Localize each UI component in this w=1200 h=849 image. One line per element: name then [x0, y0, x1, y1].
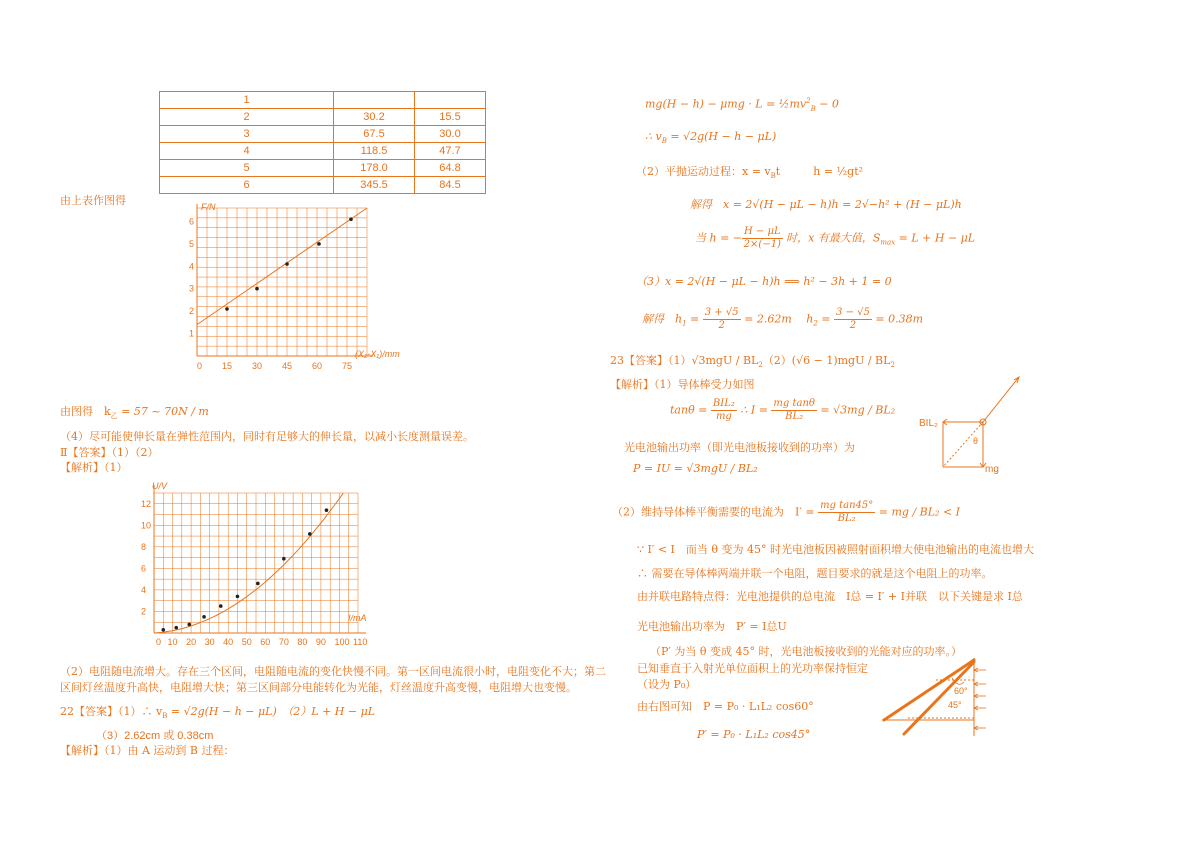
set-p0: （设为 P₀）	[637, 678, 697, 691]
solve-2-num1: 3 + √5	[704, 307, 739, 318]
note-4: （4）尽可能使伸长量在弹性范围内，同时有足够大的伸长量，以减小长度测量误差。	[60, 430, 474, 443]
when-h-tail: 时，x 有最大值，S	[782, 231, 881, 245]
label-theta: θ	[973, 436, 979, 446]
when-h-end: = L + H − μL	[895, 231, 976, 245]
part-2-a: （2）维持导体棒平衡需要的电流为 I′ =	[612, 505, 819, 519]
eq-energy-end: − 0	[815, 97, 839, 111]
table-cell: 64.8	[415, 160, 486, 177]
y-tick-label: 2	[141, 606, 147, 617]
when-h-num: H − μL	[744, 226, 781, 237]
known: 已知垂直于入射光单位面积上的光功率保持恒定	[637, 662, 868, 675]
part-2	[612, 500, 960, 525]
x-tick-label: 60	[312, 361, 323, 371]
q23-answer-a: 23【答案】（1）√3mgU / BL	[610, 354, 759, 367]
x-tick-label: 80	[297, 637, 308, 647]
flat-throw-end: t h = ½gt²	[775, 165, 864, 178]
y-tick-label: 4	[189, 261, 195, 272]
x-tick-label: 30	[204, 637, 215, 647]
data-point	[236, 595, 240, 599]
tan-eq-n2: mg tanθ	[773, 398, 815, 409]
solve-2-a: 解得 h	[642, 312, 683, 326]
data-point	[202, 615, 206, 619]
data-point	[174, 626, 178, 630]
output-power: 光电池输出功率为 P′ = I总U	[637, 620, 787, 633]
y-tick-label: 1	[189, 328, 195, 339]
table-cell: 345.5	[334, 177, 415, 194]
label-mg: mg	[985, 464, 999, 475]
force-diagram	[919, 372, 1030, 477]
eq-vb-sub: B	[661, 137, 667, 146]
y-tick-label: 6	[189, 216, 195, 227]
x-tick-label: 110	[353, 637, 368, 647]
table-cell: 5	[160, 160, 334, 177]
y-axis-label: U/V	[152, 481, 168, 491]
iv-chart	[138, 478, 400, 650]
data-point	[282, 557, 286, 561]
table-cell: 15.5	[415, 109, 486, 126]
data-point	[285, 262, 289, 266]
table-cell: 30.2	[334, 109, 415, 126]
table-cell: 178.0	[334, 160, 415, 177]
part-3: （3）x = 2√(H − μL − h)h ⟹ h² − 3h + 1 = 0	[636, 275, 892, 288]
table-row	[160, 109, 486, 126]
data-point	[161, 628, 165, 632]
label-bil: BIL₂	[919, 418, 938, 429]
solve-2-num2: 3 − √5	[836, 307, 870, 318]
solve-2-sub2: 2	[813, 319, 818, 328]
from-fig: 由右图可知 P = P₀ · L₁L₂ cos60°	[637, 700, 814, 713]
result-k-value: = 57 ~ 70N / m	[117, 405, 209, 418]
flat-throw-main: （2）平抛运动过程：x = v	[636, 165, 771, 178]
x-tick-label: 20	[186, 637, 197, 647]
eq-energy-sup: 2	[806, 97, 811, 105]
y-tick-label: 10	[141, 520, 152, 531]
table-cell: 47.7	[415, 143, 486, 160]
result-k-label: 由图得 k	[60, 405, 111, 418]
q23-answer	[610, 352, 895, 369]
table-cell	[334, 92, 415, 109]
table-row	[160, 92, 486, 109]
x-tick-label: 15	[222, 361, 233, 371]
when-h-sub: max	[880, 238, 896, 247]
x-tick-label: 0	[156, 637, 162, 647]
eq-vb-main: ∴ v	[645, 130, 662, 143]
data-point	[308, 532, 312, 536]
when-h-a: 当 h = −	[695, 231, 743, 245]
y-tick-label: 8	[141, 541, 147, 552]
note-p: （P′ 为当 θ 变成 45° 时，光电池板接收到的光能对应的功率。）	[650, 645, 962, 658]
eq-energy-main: mg(H − h) − μmg · L = ½mv	[645, 97, 807, 111]
p-eq: P = IU = √3mgU / BL₂	[633, 462, 758, 475]
pv-output: 光电池输出功率（即光电池板接收到的功率）为	[624, 441, 855, 454]
y-tick-label: 3	[189, 283, 195, 294]
x-axis-label: I/mA	[348, 613, 367, 623]
tan-eq-c: = √3mg / BL₂	[816, 403, 896, 417]
part-2-den: BL₂	[837, 513, 856, 524]
tan-eq-d2: BL₂	[785, 411, 804, 422]
y-tick-label: 5	[189, 238, 195, 249]
para2-line2: 区间灯丝温度升高快，电阻增大快；第三区间部分电能转化为光能，灯丝温度升高变慢，电阻增大也变慢。	[60, 681, 577, 694]
when-h	[695, 226, 975, 251]
result-k-sub: 乙	[110, 412, 118, 421]
data-point	[256, 582, 260, 586]
tan-eq-b: ∴ I =	[736, 403, 772, 417]
x-tick-label: 45	[282, 361, 293, 371]
para2-line1: （2）电阻随电流增大。存在三个区间，电阻随电流的变化快慢不同。第一区间电流很小时，电阻变化不大；第二	[60, 665, 606, 678]
eq-vb	[645, 130, 776, 145]
data-point	[325, 508, 329, 512]
x-tick-label: 10	[167, 637, 178, 647]
table-row	[160, 160, 486, 177]
result-k	[60, 403, 209, 421]
solve-2-c: = 2.62m h	[740, 312, 814, 326]
table-cell: 4	[160, 143, 334, 160]
data-point	[225, 307, 229, 311]
fit-curve	[154, 493, 343, 633]
fit-line	[197, 208, 367, 325]
q23-answer-b: （2）(√6 − 1)mgU / BL	[762, 354, 891, 367]
table-cell: 118.5	[334, 143, 415, 160]
table-cell: 67.5	[334, 126, 415, 143]
part-2-end: = mg / BL₂ < I	[875, 505, 961, 519]
q23-answer-sub2: 2	[890, 361, 895, 370]
q22-answer-formula: = √2g(H − h − μL) （2）L + H − μL	[167, 705, 376, 718]
x-tick-label: 75	[342, 361, 353, 371]
x-tick-label: 70	[278, 637, 289, 647]
table-row	[160, 143, 486, 160]
tan-eq-a: tanθ =	[670, 403, 711, 417]
solve-1: 解得 x = 2√(H − μL − h)h = 2√−h² + (H − μL)h	[690, 198, 962, 211]
x-tick-label: 100	[334, 637, 350, 647]
table-row	[160, 177, 486, 194]
part-2-num: mg tan45°	[820, 500, 874, 511]
table-cell: 30.0	[415, 126, 486, 143]
label-60: 60°	[954, 686, 968, 696]
q23-analysis: 【解析】（1）导体棒受力如图	[610, 378, 755, 391]
because: ∵ I′ < I 而当 θ 变为 45° 时光电池板因被照射面积增大使电池输出的电流也增大	[637, 543, 1034, 556]
y-axis-label: F/N	[201, 202, 216, 212]
solve-2-sub1: 1	[682, 319, 687, 328]
spring-chart	[185, 198, 435, 380]
x-tick-label: 30	[252, 361, 263, 371]
need: ∴ 需要在导体棒两端并联一个电阻，题目要求的就是这个电阻上的功率。	[637, 567, 993, 580]
table-row	[160, 126, 486, 143]
p-prime: P′ = P₀ · L₁L₂ cos45°	[697, 728, 811, 741]
x-tick-label: 50	[241, 637, 252, 647]
q22-part3: （3）2.62cm 或 0.38cm	[96, 730, 214, 742]
light-diagram	[878, 650, 990, 740]
solve-2-b: =	[686, 312, 703, 326]
flat-throw	[636, 163, 863, 180]
data-point	[219, 604, 223, 608]
eq-vb-end: = √2g(H − h − μL)	[666, 130, 777, 143]
table-cell: 2	[160, 109, 334, 126]
q22-answer-label: 22【答案】（1）∴ v	[60, 705, 163, 718]
data-point	[317, 242, 321, 246]
x-tick-label: 0	[197, 361, 203, 371]
ii-analysis: 【解析】（1）	[60, 461, 128, 474]
y-tick-label: 6	[141, 563, 147, 574]
label-45: 45°	[948, 700, 962, 710]
solve-2-den1: 2	[718, 320, 725, 331]
table-cell: 3	[160, 126, 334, 143]
solve-2-den2: 2	[849, 320, 857, 331]
eq-energy	[645, 97, 839, 113]
tan-eq-d1: mg	[715, 411, 732, 422]
tan-eq-n1: BIL₂	[712, 398, 735, 409]
eq-energy-sub: B	[810, 104, 816, 113]
table-cell: 1	[160, 92, 334, 109]
data-point	[255, 287, 259, 291]
solve-2	[642, 307, 923, 332]
data-point	[187, 623, 191, 627]
y-tick-label: 4	[141, 584, 147, 595]
x-tick-label: 60	[260, 637, 271, 647]
data-point	[349, 217, 353, 221]
table-cell: 6	[160, 177, 334, 194]
when-h-den: 2×(−1)	[743, 239, 781, 250]
x-axis-label: (X₂-X₁)/mm	[355, 349, 400, 359]
table-cell	[415, 92, 486, 109]
tan-eq	[670, 398, 895, 423]
flat-throw-sub: B	[770, 172, 776, 181]
data-table	[159, 91, 486, 194]
x-tick-label: 40	[223, 637, 234, 647]
y-tick-label: 12	[141, 498, 152, 509]
parallel: 由并联电路特点得：光电池提供的总电流 I总 = I′ + I并联 以下关键是求 I总	[637, 590, 1023, 603]
solve-2-d: =	[817, 312, 835, 326]
table-cell: 84.5	[415, 177, 486, 194]
from-table-text: 由上表作图得	[60, 194, 126, 207]
x-tick-label: 90	[315, 637, 326, 647]
q22-analysis: 【解析】（1）由 A 运动到 B 过程：	[60, 744, 235, 757]
q23-answer-sub1: 2	[758, 361, 763, 370]
y-tick-label: 2	[189, 306, 195, 317]
ii-answer: Ⅱ【答案】（1）（2）	[60, 446, 159, 459]
solve-2-e: = 0.38m	[871, 312, 924, 326]
q22-answer: 22【答案】（1）∴ $v_B = √2g(H - h - \mu L)$ （2）L + H − μL	[60, 705, 376, 721]
